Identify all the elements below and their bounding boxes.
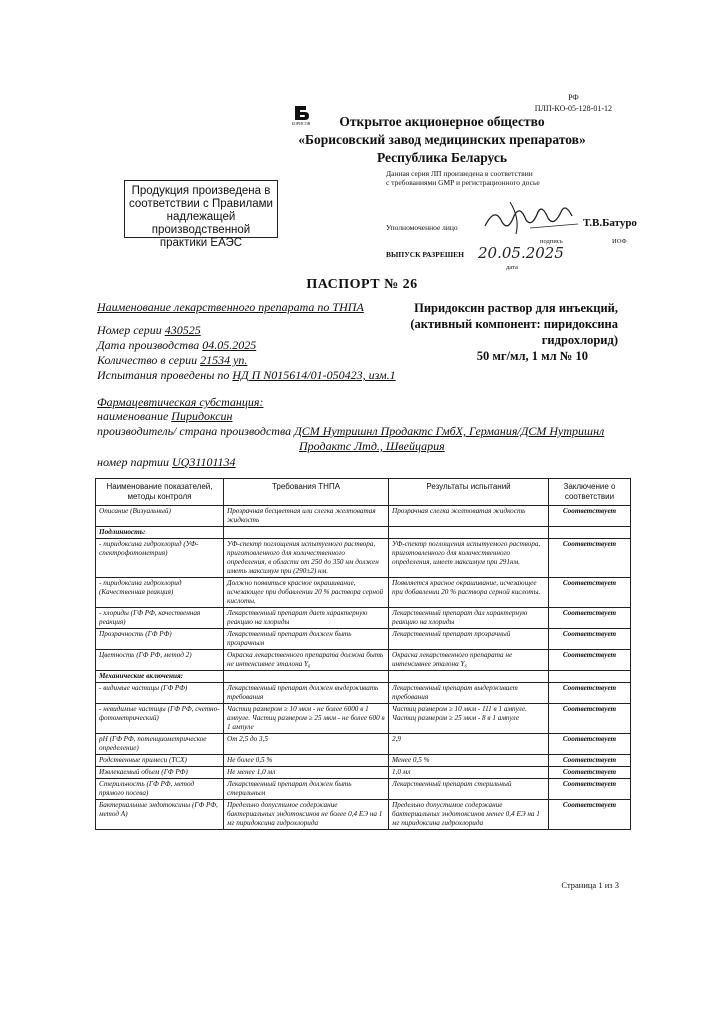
requirement-cell: Частиц размером ≥ 10 мкм - не более 6000 в 1 ампуле. Частиц размером ≥ 25 мкм - не более 600 в 1 ампуле: [224, 704, 389, 734]
table-row: [96, 767, 631, 779]
requirement-cell: Лекарственный препарат должен выдерживать требования: [224, 683, 389, 704]
col-header-conclusion: Заключение о соответствии: [549, 479, 631, 506]
production-date-label: Дата производства: [97, 338, 200, 352]
table-row: [96, 578, 631, 608]
parameter-cell: Бактериальные эндотоксины (ГФ РФ, метод А): [96, 800, 224, 830]
production-date-value: 04.05.2025: [202, 338, 257, 352]
requirement-cell: Не более 0,5 %: [224, 755, 389, 767]
parameter-cell: Подлинность:: [96, 527, 224, 539]
requirement-cell: [224, 671, 389, 683]
release-line-1: Данная серия ЛП произведена в соответствии: [386, 169, 533, 178]
stamp-line-4: практики ЕАЭС: [159, 237, 243, 249]
organization-block: [282, 113, 602, 167]
lot-value: UQ31101134: [172, 455, 236, 469]
result-cell: 1,0 мл: [389, 767, 549, 779]
tests-row: [97, 368, 396, 383]
producer-value-line-1: ДСМ Нутришнл Продактс ГмбХ, Германия/ДСМ Нутришнл: [294, 424, 605, 438]
conclusion-cell: Соответствует: [549, 608, 631, 629]
stamp-line-2: соответствии с Правилами: [129, 198, 273, 210]
release-statement: [386, 169, 540, 187]
logo-text: БОРИСОВ: [291, 121, 311, 126]
result-cell: Предельно допустимое содержание бактериальных эндотоксинов менее 0,4 ЕЭ на 1 мг пиридоксина гидрохлорида: [389, 800, 549, 830]
parameter-cell: - видимые частицы (ГФ РФ): [96, 683, 224, 704]
table-row: [96, 755, 631, 767]
parameter-cell: Прозрачность (ГФ РФ): [96, 629, 224, 650]
result-cell: Лекарственный препарат стерильный: [389, 779, 549, 800]
requirement-cell: Лекарственный препарат должен быть стерильным: [224, 779, 389, 800]
release-permitted-label: ВЫПУСК РАЗРЕШЕН: [386, 250, 464, 259]
conclusion-cell: Соответствует: [549, 767, 631, 779]
date-caption: дата: [506, 264, 518, 271]
org-line-3: Республика Беларусь: [376, 150, 508, 165]
substance-name-row: [97, 409, 232, 424]
series-label: Номер серии: [97, 323, 162, 337]
parameter-cell: - пиридоксина гидрохлорид (Качественная реакция): [96, 578, 224, 608]
table-row: [96, 800, 631, 830]
page-number: Страница 1 из 3: [561, 880, 619, 890]
producer-row: [97, 424, 604, 439]
table-row: [96, 650, 631, 671]
requirement-cell: Прозрачная бесцветная или слегка желтоватая жидкость: [224, 506, 389, 527]
tests-value: НД П N015614/01-050423, изм.1: [232, 368, 396, 382]
conclusion-cell: Соответствует: [549, 578, 631, 608]
parameter-cell: Механические включения:: [96, 671, 224, 683]
product-name-value: [386, 300, 618, 364]
series-value: 430525: [164, 323, 201, 337]
requirement-cell: Окраска лекарственного препарата должна быть не интенсивнее эталона Y₆: [224, 650, 389, 671]
col-header-requirement: Требования ТНПА: [224, 479, 389, 506]
substance-heading: Фармацевтическая субстанция:: [97, 395, 264, 409]
table-row: [96, 608, 631, 629]
result-cell: Лекарственный препарат выдерживает требования: [389, 683, 549, 704]
org-line-2: «Борисовский завод медицинских препаратов»: [298, 132, 586, 147]
lot-row: [97, 455, 236, 470]
col-header-result: Результаты испытаний: [389, 479, 549, 506]
requirement-cell: УФ-спектр поглощения испытуемого раствора, приготовленного для количественного определения, в области от 250 до 350 нм должен иметь максимум при (290±2) нм.: [224, 539, 389, 578]
parameter-cell: Цветность (ГФ РФ, метод 2): [96, 650, 224, 671]
signature-scribble: [480, 198, 580, 236]
document-code: [535, 92, 612, 114]
conclusion-cell: Соответствует: [549, 506, 631, 527]
gmp-stamp: [124, 180, 278, 249]
conclusion-cell: Соответствует: [549, 779, 631, 800]
result-cell: Менее 0,5 %: [389, 755, 549, 767]
result-cell: [389, 527, 549, 539]
table-row: [96, 539, 631, 578]
requirement-cell: Предельно допустимое содержание бактериальных эндотоксинов не более 0,4 ЕЭ на 1 мг пиридоксина гидрохлорида: [224, 800, 389, 830]
table-row: [96, 683, 631, 704]
conclusion-cell: Соответствует: [549, 629, 631, 650]
stamp-line-1: Продукция произведена в: [131, 185, 271, 197]
table-row: [96, 506, 631, 527]
parameter-cell: Стерильность (ГФ РФ, метод прямого посева): [96, 779, 224, 800]
requirement-cell: Лекарственный препарат должен быть прозрачным: [224, 629, 389, 650]
producer-label: производитель/ страна производства: [97, 424, 292, 438]
requirement-cell: Должно появиться красное окрашивание, исчезающее при добавлении 20 % раствора серной кислоты.: [224, 578, 389, 608]
requirement-cell: [224, 527, 389, 539]
release-date: 20.05.2025: [478, 244, 564, 262]
result-cell: Лекарственный препарат дал характерную реакцию на хлориды: [389, 608, 549, 629]
table-row: [96, 629, 631, 650]
table-row: [96, 704, 631, 734]
conclusion-cell: Соответствует: [549, 704, 631, 734]
series-row: [97, 323, 201, 338]
authorized-person-label: Уполномоченное лицо: [386, 223, 458, 232]
conclusion-cell: Соответствует: [549, 755, 631, 767]
parameter-cell: Описание (Визуальный): [96, 506, 224, 527]
parameter-cell: - пиридоксина гидрохлорид (УФ-спектрофотометрия): [96, 539, 224, 578]
quantity-value: 21534 уп.: [200, 353, 248, 367]
result-cell: Появляется красное окрашивание, исчезающее при добавлении 20 % раствора серной кислоты.: [389, 578, 549, 608]
parameter-cell: - хлориды (ГФ РФ, качественная реакция): [96, 608, 224, 629]
results-table: [95, 478, 631, 830]
quantity-row: [97, 353, 247, 368]
code-number: ПЛП-КО-05-128-01-12: [534, 104, 612, 113]
signature-caption: подпись: [540, 238, 563, 245]
product-name-line-1: Пиридоксин раствор для инъекций,: [414, 301, 618, 315]
table-row: [96, 671, 631, 683]
release-line-2: с требованиями GMP и регистрационного досье: [386, 178, 540, 187]
parameter-cell: Родственные примеси (ТСХ): [96, 755, 224, 767]
table-row: [96, 734, 631, 755]
result-cell: Лекарственный препарат прозрачный: [389, 629, 549, 650]
substance-name-value: Пиридоксин: [171, 409, 233, 423]
conclusion-cell: Соответствует: [549, 683, 631, 704]
producer-value-line-2: Продактс Лтд., Швейцария: [299, 439, 445, 453]
table-body: [96, 506, 631, 830]
product-name-line-2: (активный компонент: пиридоксина гидрохлорид): [410, 317, 618, 347]
stamp-line-3: надлежащей производственной: [151, 211, 251, 236]
lot-label: номер партии: [97, 455, 169, 469]
production-date-row: [97, 338, 256, 353]
conclusion-cell: Соответствует: [549, 539, 631, 578]
authorized-surname: Т.В.Батуро: [583, 217, 637, 229]
result-cell: Прозрачная слегка желтоватая жидкость: [389, 506, 549, 527]
conclusion-cell: Соответствует: [549, 800, 631, 830]
result-cell: 2,9: [389, 734, 549, 755]
code-country: РФ: [568, 93, 579, 102]
conclusion-cell: [549, 671, 631, 683]
col-header-parameter: Наименование показателей, методы контроля: [96, 479, 224, 506]
requirement-cell: От 2,5 до 3,5: [224, 734, 389, 755]
conclusion-cell: Соответствует: [549, 650, 631, 671]
result-cell: Окраска лекарственного препарата не интенсивнее эталона Y₆: [389, 650, 549, 671]
result-cell: Частиц размером ≥ 10 мкм - 111 в 1 ампуле. Частиц размером ≥ 25 мкм - 8 в 1 ампуле: [389, 704, 549, 734]
table-row: [96, 779, 631, 800]
table-header-row: [96, 479, 631, 506]
result-cell: УФ-спектр поглощения испытуемого раствора, приготовленного для количественного определения, имеет максимум при 291нм.: [389, 539, 549, 578]
result-cell: [389, 671, 549, 683]
quantity-label: Количество в серии: [97, 353, 198, 367]
requirement-cell: Лекарственный препарат дает характерную реакцию на хлориды: [224, 608, 389, 629]
parameter-cell: pH (ГФ РФ, потенциометрическое определение): [96, 734, 224, 755]
substance-name-label: наименование: [97, 409, 169, 423]
org-line-1: Открытое акционерное общество: [339, 114, 545, 129]
name-caption: ИОФ: [612, 238, 627, 245]
product-name-label: Наименование лекарственного препарата по ТНПА: [97, 300, 364, 314]
conclusion-cell: Соответствует: [549, 734, 631, 755]
product-name-line-3: 50 мг/мл, 1 мл № 10: [476, 349, 588, 363]
requirement-cell: Не менее 1,0 мл: [224, 767, 389, 779]
table-row: [96, 527, 631, 539]
parameter-cell: - невидимые частицы (ГФ РФ, счетно-фотометрический): [96, 704, 224, 734]
conclusion-cell: [549, 527, 631, 539]
parameter-cell: Извлекаемый объем (ГФ РФ): [96, 767, 224, 779]
passport-title: ПАСПОРТ № 26: [306, 277, 418, 292]
tests-label: Испытания проведены по: [97, 368, 230, 382]
